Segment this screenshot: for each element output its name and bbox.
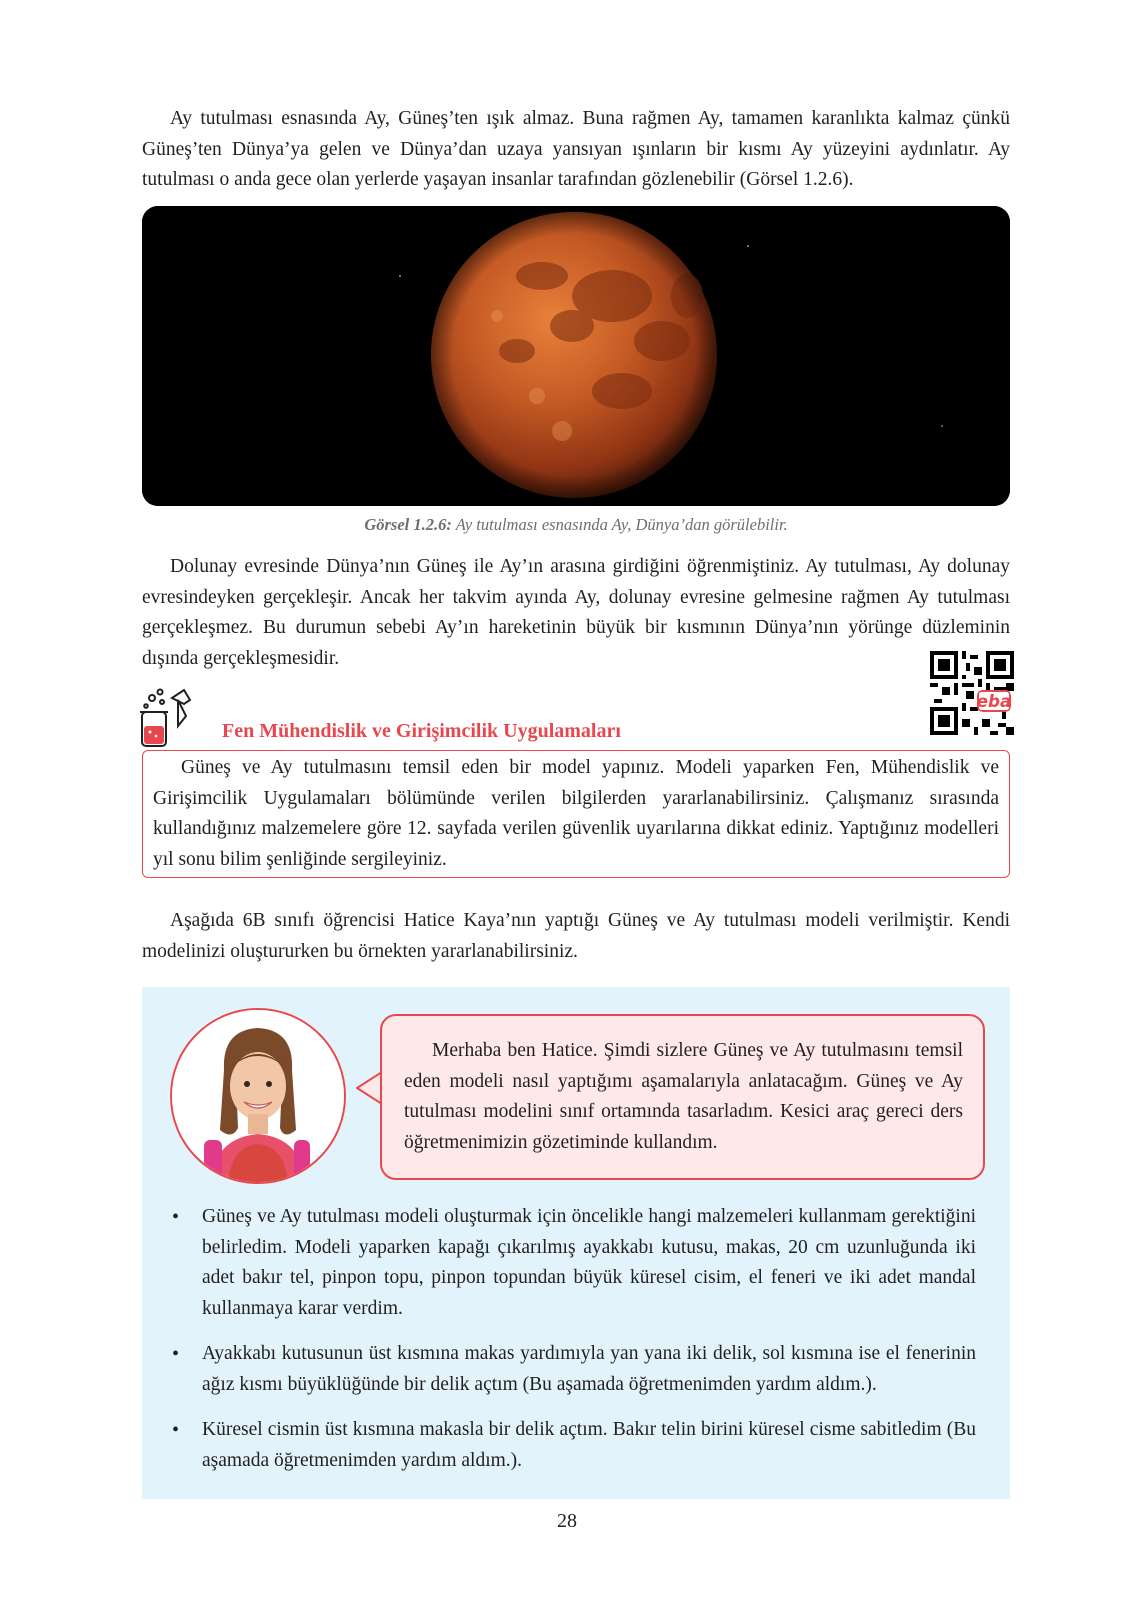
figure-label: Görsel 1.2.6: [364, 515, 452, 534]
list-item: • Güneş ve Ay tutulması modeli oluşturmak için öncelikle hangi malzemeleri kullanmam gerektiğini belirledim. Modeli yaparken kapağı çıkarılmış ayakkabı kutusu, makas, 20 cm uzunluğunda iki adet bakır tel, pinpon topu, pinpon topundan büyük küresel cisim, el feneri ve iki adet mandal kullanmaya karar verdim. [170, 1202, 976, 1324]
lunar-eclipse-photo [142, 206, 1010, 506]
speech-bubble [380, 1014, 985, 1180]
full-moon-paragraph: Dolunay evresinde Dünya’nın Güneş ile Ay’ın arasına girdiğini öğrenmiştiniz. Ay tutulması, Ay dolunay evresindeyken gerçekleşir. Ancak her takvim ayında Ay, dolunay evresine gelmesine rağmen Ay tutulması gerçekleşmez. Bu durumun sebebi Ay’ın hareketinin büyük bir kısmının Dünya’nın yörünge düzleminin dışında gerçekleşmesidir. [142, 556, 1010, 669]
figure-caption [142, 515, 1010, 535]
page-number: 28 [557, 1510, 577, 1532]
model-steps-list [170, 1202, 976, 1491]
eba-logo-text: eba [976, 691, 1012, 711]
example-intro-paragraph: Aşağıda 6B sınıfı öğrencisi Hatice Kaya’nın yaptığı Güneş ve Ay tutulması modeli verilmiştir. Kendi modelinizi oluştururken bu örnekten yararlanabilirsiniz. [142, 910, 1010, 962]
list-item: • Ayakkabı kutusunun üst kısmına makas yardımıyla yan yana iki delik, sol kısmına ise el fenerinin ağız kısmı büyüklüğünde bir delik açtım (Bu aşamada öğretmenimden yardım aldım.). [170, 1339, 976, 1400]
fm-instruction-text: Güneş ve Ay tutulmasını temsil eden bir model yapınız. Modeli yaparken Fen, Mühendislik ve Girişimcilik Uygulamaları bölümünde verilen bilgilerden yararlanabilirsiniz. Çalışmanız sırasında kullandığınız malzemelere göre 12. sayfada verilen güvenlik uyarılarına dikkat ediniz. Yaptığınız modelleri yıl sonu bilim şenliğinde sergileyiniz. [153, 757, 999, 870]
intro-paragraph: Ay tutulması esnasında Ay, Güneş’ten ışık almaz. Buna rağmen Ay, tamamen karanlıkta kalmaz çünkü Güneş’ten Dünya’ya gelen ve Dünya’dan uzaya yansıyan ışınların bir kısmı Ay yüzeyini aydınlatır. Ay tutulması o anda gece olan yerlerde yaşayan insanlar tarafından gözlenebilir (Görsel 1.2.6). [142, 108, 1010, 190]
list-item: • Küresel cismin üst kısmına makasla bir delik açtım. Bakır telin birini küresel cisme sabitledim (Bu aşamada öğretmenimden yardım aldım.). [170, 1415, 976, 1476]
eba-qr-code[interactable] [930, 651, 1014, 735]
lab-flask-icon [138, 686, 200, 750]
figure-text: Ay tutulması esnasında Ay, Dünya’dan görülebilir. [455, 515, 788, 534]
fm-section-title: Fen Mühendislik ve Girişimcilik Uygulamaları [222, 720, 621, 742]
student-portrait [170, 1008, 346, 1184]
fm-instruction-box [142, 750, 1010, 878]
speech-text: Merhaba ben Hatice. Şimdi sizlere Güneş ve Ay tutulmasını temsil eden modeli nasıl yaptığımı aşamalarıyla anlatacağım. Güneş ve Ay tutulması modelini sınıf ortamında tasarladım. Kesici araç gereci ders öğretmenimizin gözetiminde kullandım. [404, 1040, 963, 1153]
